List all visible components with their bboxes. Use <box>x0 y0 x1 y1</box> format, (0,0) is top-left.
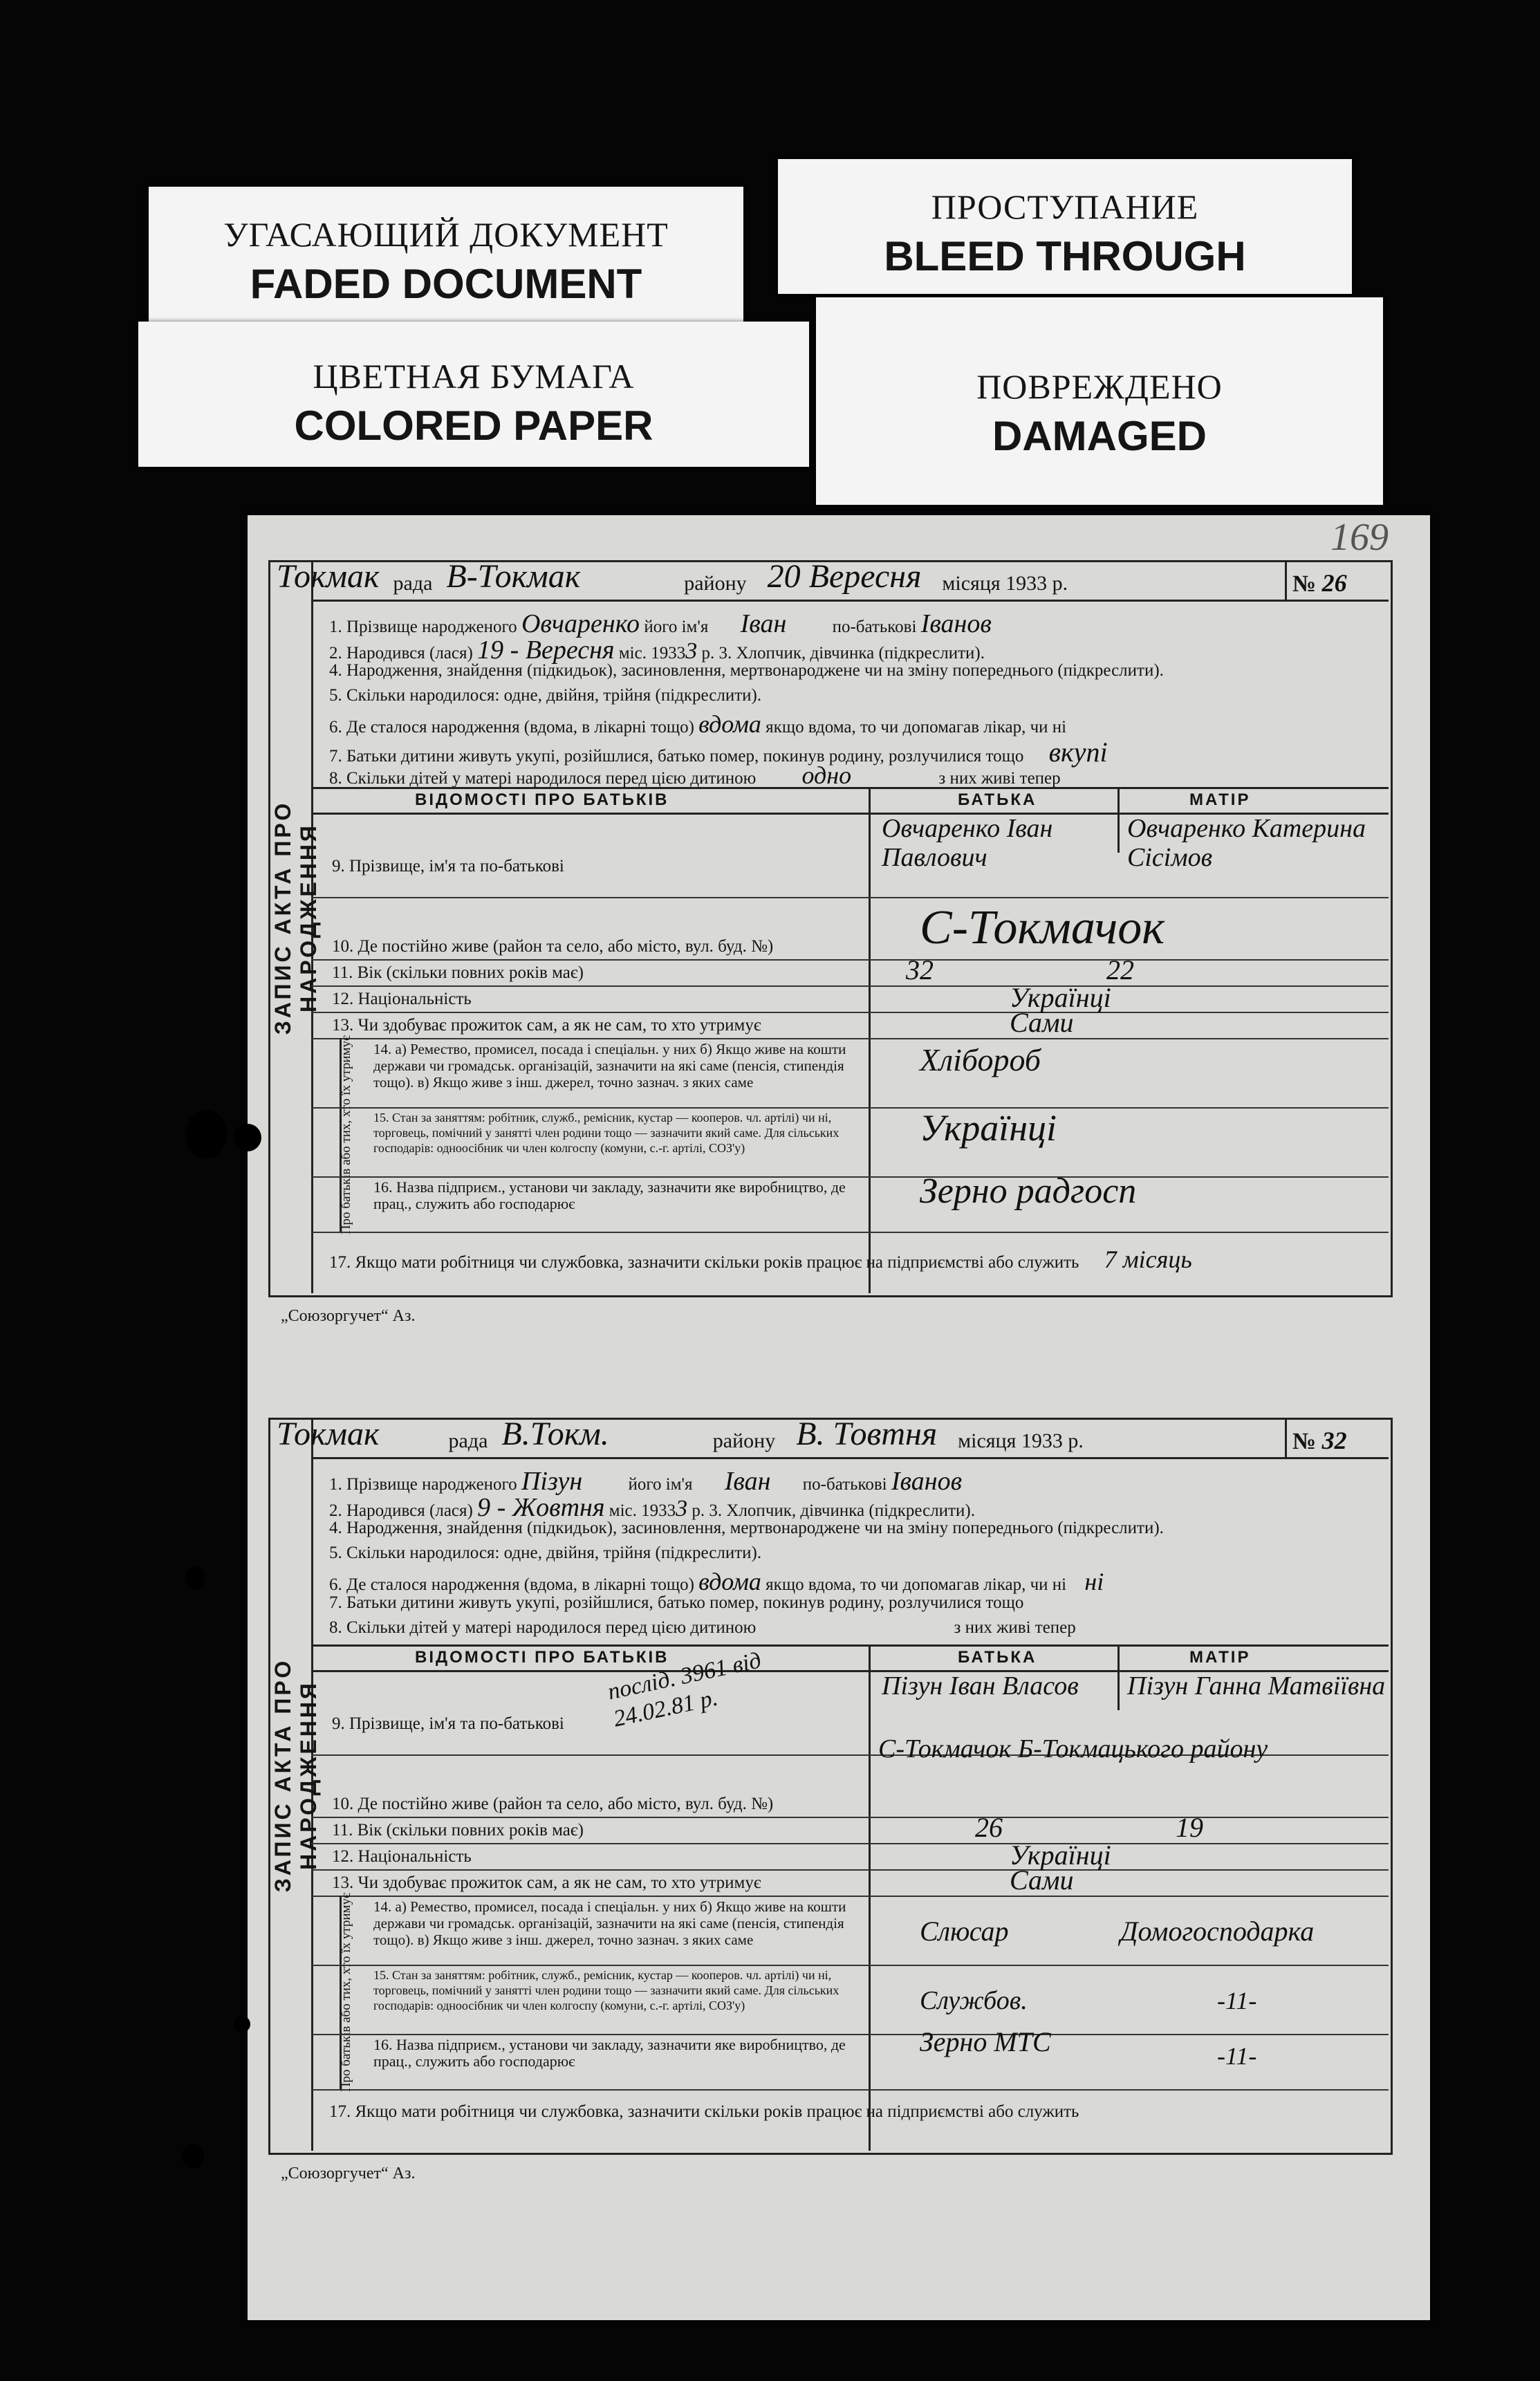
mother-age-hand: 19 <box>1176 1812 1203 1843</box>
r11-label: 11. Вік (скільки повних років має) <box>332 963 584 982</box>
small-side-label: Про батьків або тих, хто їх утримує <box>339 1892 353 2093</box>
month-year-label: місяця 1933 р. <box>958 1429 1084 1452</box>
line-5: 5. Скільки народилося: одне, двійня, трійня (підкреслити). <box>329 1544 762 1562</box>
th-mother: МАТІР <box>1189 790 1251 809</box>
birth-record-2 <box>260 1418 1401 2165</box>
rada-hand: В-Токмак <box>446 558 581 595</box>
row-13 <box>311 1007 1389 1039</box>
place-hand: вдома <box>698 1568 761 1595</box>
number-hand: 32 <box>1321 1427 1347 1454</box>
father-age-hand: 32 <box>906 954 934 985</box>
l1-label: 1. Прізвище народженого <box>329 618 517 636</box>
years-hand: 7 місяць <box>1104 1245 1192 1273</box>
record-header <box>277 558 1389 602</box>
line-6 <box>329 710 1066 739</box>
born-hand: 19 - Вересня <box>477 636 615 665</box>
l1c-label: по-батькові <box>802 1475 887 1494</box>
row-16 <box>311 1171 1389 1233</box>
label-ru: УГАСАЮЩИЙ ДОКУМЕНТ <box>223 215 669 254</box>
number-hand: 26 <box>1321 569 1347 597</box>
month-year-label: місяця 1933 р. <box>942 572 1068 595</box>
l7-label: 7. Батьки дитини живуть укупі, розійшлися, батько помер, покинув родину, розлучилися тощо <box>329 747 1024 766</box>
r10-label: 10. Де постійно живе (район та село, або місто, вул. буд. №) <box>332 1795 774 1813</box>
rada-hand: В.Токм. <box>501 1416 609 1452</box>
status-father-hand: Службов. <box>920 1986 1028 2015</box>
colored-paper-label <box>138 322 809 467</box>
line-5: 5. Скільки народилося: одне, двійня, трійня (підкреслити). <box>329 686 762 705</box>
surname-hand: Пізун <box>521 1467 583 1496</box>
line-8 <box>329 761 1061 790</box>
r9-label: 9. Прізвище, ім'я та по-батькові <box>332 857 564 875</box>
l1b-label: його ім'я <box>644 618 709 636</box>
th-father: БАТЬКА <box>958 1648 1037 1667</box>
r17-label: 17. Якщо мати робітниця чи службовка, зазначити скільки років працює на підприємстві або служить <box>329 1253 1079 1272</box>
row-10 <box>311 1734 1389 1818</box>
r12-label: 12. Національність <box>332 990 472 1008</box>
r9-label: 9. Прізвище, ім'я та по-батькові <box>332 1714 564 1733</box>
r11-label: 11. Вік (скільки повних років має) <box>332 1821 584 1840</box>
occupation-hand: Хлібороб <box>920 1042 1041 1077</box>
mother-age-hand: 22 <box>1106 954 1134 985</box>
ink-blot <box>234 2016 250 2032</box>
annotation-hand: послід. 3961 від 24.02.81 р. <box>605 1647 763 1732</box>
ink-blot <box>182 2144 204 2169</box>
r15-label: 15. Стан за заняттям: робітник, служб., ремісник, кустар — кооперов. чл. артілі) чи ні, торговець, помічний у занятті член родини тощо — зазначити який саме. Для сільських господарів: одноосібник чи член колгоспу (комуни, с.-г. артілі, СОЗ'у) <box>373 1968 839 2012</box>
rada-label: рада <box>448 1429 488 1452</box>
rada-label: рада <box>393 572 433 595</box>
status-mother-hand: -11- <box>1217 1987 1257 2014</box>
patronymic-hand: Іванов <box>920 609 992 638</box>
line-6 <box>329 1567 1104 1596</box>
r16-label: 16. Назва підприєм., установи чи закладу, зазначити яке виробництво, де прац., служить або господарює <box>373 2036 846 2070</box>
side-title-column <box>268 560 321 1293</box>
support-hand: Сами <box>1010 1864 1074 1896</box>
bleed-through-label <box>778 159 1352 294</box>
line-4: 4. Народження, знайдення (підкидьок), засиновлення, мертвонароджене чи на зміну попереднього (підкреслити). <box>329 661 1164 680</box>
l1c-label: по-батькові <box>832 618 917 636</box>
row-16 <box>311 2026 1389 2091</box>
father-name-hand: Овчаренко Іван Павлович <box>882 814 1053 872</box>
row-9 <box>311 810 1389 898</box>
l2c-label: р. 3. Хлопчик, дівчинка (підкреслити). <box>701 644 985 663</box>
row-11 <box>311 954 1389 987</box>
document-sheet <box>248 515 1430 2320</box>
row-15 <box>311 1107 1389 1178</box>
l2b-label: міс. 1933 <box>618 644 686 663</box>
place-hand: вдома <box>698 710 761 738</box>
row-13 <box>311 1864 1389 1897</box>
children-hand: одно <box>801 761 852 789</box>
day-month-hand: 20 Вересня <box>767 558 922 595</box>
record-header <box>277 1416 1389 1459</box>
side-title-column <box>268 1418 321 2151</box>
residence-hand: С-Токмачок <box>920 901 1165 954</box>
birth-record-1 <box>260 560 1401 1307</box>
th-info: ВІДОМОСТІ ПРО БАТЬКІВ <box>415 1648 669 1667</box>
day-month-hand: В. Товтня <box>796 1416 938 1452</box>
l6b-label: якщо вдома, то чи допомагав лікар, чи ні <box>766 1575 1067 1594</box>
line-17 <box>329 1245 1192 1274</box>
number-sign: № <box>1292 1429 1317 1454</box>
l6-label: 6. Де сталося народження (вдома, в лікарні тощо) <box>329 718 694 736</box>
label-en: FADED DOCUMENT <box>250 261 642 307</box>
row-15 <box>311 1965 1389 2035</box>
l6b-label: якщо вдома, то чи допомагав лікар, чи ні <box>766 718 1067 736</box>
nationality-hand: Українці <box>1010 982 1111 1013</box>
side-title: ЗАПИС АКТА ПРО НАРОДЖЕННЯ <box>270 800 321 1035</box>
l8b-label: з них живі тепер <box>938 769 1061 788</box>
patronymic-hand: Іванов <box>891 1467 963 1496</box>
name-hand: Іван <box>740 609 787 638</box>
th-mother: МАТІР <box>1189 1648 1251 1667</box>
born-hand: 9 - Жовтня <box>477 1493 605 1522</box>
village-hand: Токмак <box>277 558 380 595</box>
r15-label: 15. Стан за заняттям: робітник, служб., ремісник, кустар — кооперов. чл. артілі) чи ні, торговець, помічний у занятті член родини тощо — зазначити який саме. Для сільських господарів: одноосібник чи член колгоспу (комуни, с.-г. артілі, СОЗ'у) <box>373 1111 839 1155</box>
number-sign: № <box>1292 571 1317 597</box>
line-4: 4. Народження, знайдення (підкидьок), засиновлення, мертвонароджене чи на зміну попереднього (підкреслити). <box>329 1519 1164 1537</box>
r14-label: 14. а) Ремество, промисел, посада і спеціальн. у них б) Якщо живе на кошти держави чи громадськ. організацій, зазначити на які саме (пенсія, стипендія тощо). в) Якщо живе з інш. джерел, точно зазнач. з яких саме <box>373 1898 846 1948</box>
occupation-father-hand: Слюсар <box>920 1916 1009 1947</box>
r12-label: 12. Національність <box>332 1847 472 1866</box>
th-info: ВІДОМОСТІ ПРО БАТЬКІВ <box>415 790 669 809</box>
label-en: BLEED THROUGH <box>884 233 1246 279</box>
mother-name-hand: Овчаренко Катерина Сісімов <box>1127 814 1366 872</box>
l2-label: 2. Народився (лася) <box>329 1501 473 1520</box>
workplace-hand: Зерно радгосп <box>920 1171 1137 1211</box>
nationality-hand: Українці <box>1010 1840 1111 1871</box>
l2-label: 2. Народився (лася) <box>329 644 473 663</box>
l2c-label: р. 3. Хлопчик, дівчинка (підкреслити). <box>692 1501 975 1520</box>
label-ru: ПРОСТУПАНИЕ <box>931 187 1199 226</box>
faded-document-label <box>149 187 743 322</box>
line-7: 7. Батьки дитини живуть укупі, розійшлися, батько помер, покинув родину, розлучилися тощо <box>329 1593 1024 1612</box>
small-side-label: Про батьків або тих, хто їх утримує <box>339 1035 353 1235</box>
ink-blot <box>185 1110 227 1158</box>
line-8 <box>329 1618 1076 1638</box>
line-17: 17. Якщо мати робітниця чи службовка, зазначити скільки років працює на підприємстві або служить <box>329 2102 1079 2121</box>
row-14 <box>311 1038 1389 1109</box>
page-number: 169 <box>1330 516 1389 559</box>
l1-label: 1. Прізвище народженого <box>329 1475 517 1494</box>
label-en: DAMAGED <box>992 413 1207 459</box>
name-hand: Іван <box>724 1467 771 1496</box>
row-14 <box>311 1896 1389 1966</box>
l2b-label: міс. 1933 <box>609 1501 676 1520</box>
r13-label: 13. Чи здобуває прожиток сам, а як не сам, то хто утримує <box>332 1016 761 1035</box>
helped-hand: ні <box>1084 1568 1104 1595</box>
row-10 <box>311 897 1389 961</box>
r16-label: 16. Назва підприєм., установи чи закладу, зазначити яке виробництво, де прац., служить або господарює <box>373 1178 846 1212</box>
record-number <box>1285 560 1389 602</box>
born-month-hand: 3 <box>685 638 698 664</box>
village-hand: Токмак <box>277 1416 380 1452</box>
r14-label: 14. а) Ремество, промисел, посада і спеціальн. у них б) Якщо живе на кошти держави чи громадськ. організацій, зазначити на які саме (пенсія, стипендія тощо). в) Якщо живе з інш. джерел, точно зазнач. з яких саме <box>373 1041 846 1091</box>
workplace-mother-hand: -11- <box>1217 2042 1257 2070</box>
publisher-mark-1: „Союзоргучет“ Аз. <box>281 1307 416 1325</box>
l1b-label: його ім'я <box>628 1475 693 1494</box>
raion-label: району <box>712 1429 776 1452</box>
th-father: БАТЬКА <box>958 790 1037 809</box>
l6-label: 6. Де сталося народження (вдома, в лікарні тощо) <box>329 1575 694 1594</box>
publisher-mark-2: „Союзоргучет“ Аз. <box>281 2165 416 2183</box>
label-ru: ЦВЕТНАЯ БУМАГА <box>313 357 635 396</box>
mother-name-hand: Пізун Ганна Матвіївна <box>1127 1671 1386 1701</box>
parents-hand: вкупі <box>1048 736 1108 768</box>
ink-blot <box>234 1124 261 1151</box>
r10-label: 10. Де постійно живе (район та село, або місто, вул. буд. №) <box>332 937 774 956</box>
r13-label: 13. Чи здобуває прожиток сам, а як не сам, то хто утримує <box>332 1873 761 1892</box>
label-ru: ПОВРЕЖДЕНО <box>976 367 1223 406</box>
status-hand: Українці <box>920 1107 1057 1149</box>
father-age-hand: 26 <box>975 1812 1003 1843</box>
support-hand: Сами <box>1010 1007 1074 1038</box>
row-11 <box>311 1812 1389 1844</box>
label-en: COLORED PAPER <box>294 402 653 449</box>
workplace-father-hand: Зерно МТС <box>920 2026 1051 2057</box>
l8-label: 8. Скільки дітей у матері народилося перед цією дитиною <box>329 1618 757 1637</box>
record-number <box>1285 1418 1389 1459</box>
surname-hand: Овчаренко <box>521 609 640 638</box>
l8b-label: з них живі тепер <box>954 1618 1076 1637</box>
occupation-mother-hand: Домогосподарка <box>1120 1916 1315 1947</box>
row-12 <box>311 982 1389 1013</box>
raion-label: району <box>684 572 747 595</box>
l8-label: 8. Скільки дітей у матері народилося перед цією дитиною <box>329 769 757 788</box>
born-month-hand: 3 <box>676 1496 688 1521</box>
side-title: ЗАПИС АКТА ПРО НАРОДЖЕННЯ <box>270 1658 321 1893</box>
damaged-label <box>816 297 1383 505</box>
ink-blot <box>185 1566 205 1590</box>
father-name-hand: Пізун Іван Власов <box>882 1671 1079 1701</box>
row-12 <box>311 1840 1389 1871</box>
residence-hand: С-Токмачок Б-Токмацького району <box>878 1734 1268 1763</box>
